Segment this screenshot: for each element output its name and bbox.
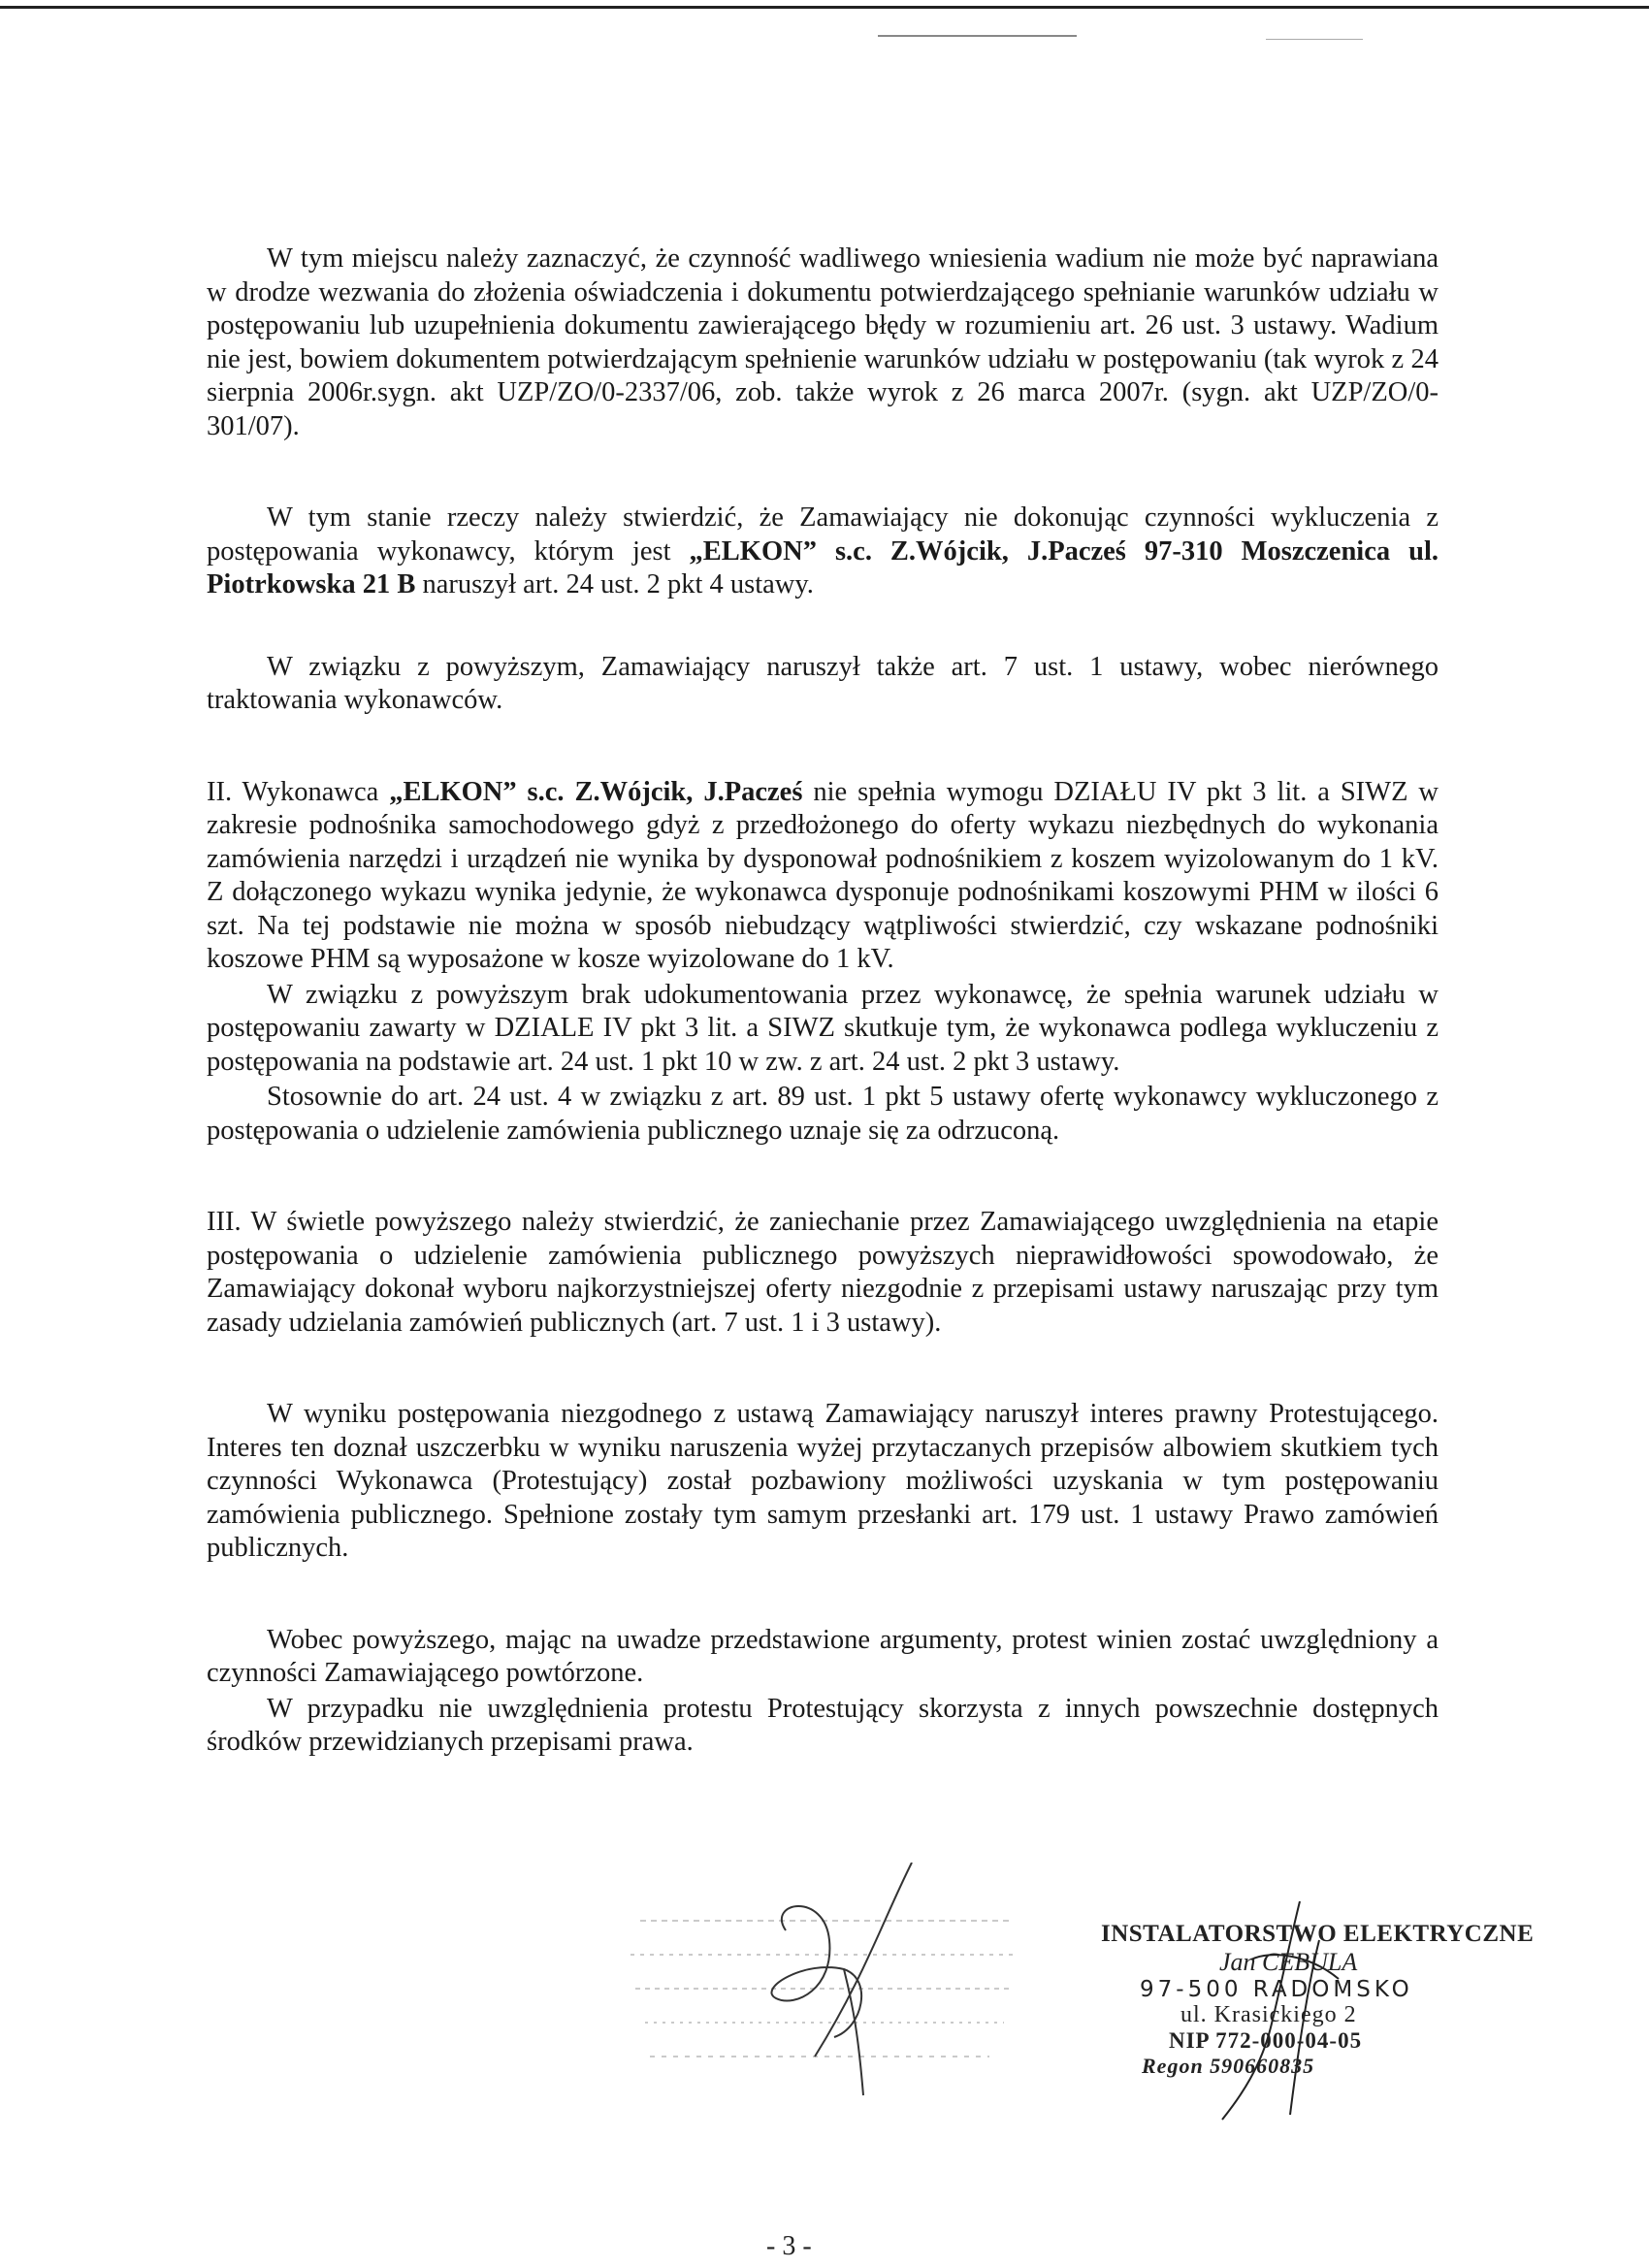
faded-stamp-with-signature <box>621 1863 1028 2105</box>
document-body <box>207 243 1439 1760</box>
page-number: - 3 - <box>766 2231 812 2261</box>
paragraph-protest-request: Wobec powyższego, mając na uwadze przedstawione argumenty, protest winien zostać uwzględniony a czynności Zamawiającego powtórzone. <box>207 1624 1439 1688</box>
contractor-name: „ELKON” s.c. Z.Wójcik, J.Pacześ <box>389 776 803 807</box>
section-ii-paragraph: II. Wykonawca „ELKON” s.c. Z.Wójcik, J.Pacześ nie spełnia wymogu DZIAŁU IV pkt 3 lit. a SIWZ w zakresie podnośnika samochodowego gdyż z przedłożonego do oferty wykazu niezbędnych do wykonania zamówienia narzędzi i urządzeń nie wynika by dysponował podnośnikiem z koszem wyizolowanym do 1 kV. Z dołączonego wykazu wynika jedynie, że wykonawca dysponuje podnośnikami koszowymi PHM w ilości 6 szt. Na tej podstawie nie można w sposób niebudzący wątpliwości stwierdzić, czy wskazane podnośniki koszowe PHM są wyposażone w kosze wyizolowane do 1 kV. <box>207 776 1439 974</box>
stamp-street: ul. Krasickiego 2 <box>1180 2002 1357 2027</box>
paragraph-conclusion-exclusion: W tym stanie rzeczy należy stwierdzić, że Zamawiający nie dokonując czynności wykluczenia z postępowania wykonawcy, którym jest „ELKON” s.c. Z.Wójcik, J.Pacześ 97-310 Moszczenica ul. Piotrkowska 21 B naruszył art. 24 ust. 2 pkt 4 ustawy. <box>207 502 1439 599</box>
stamp-owner-name: Jan CEBULA <box>1219 1948 1358 1976</box>
scan-artifact <box>1266 39 1363 40</box>
contractor-name-address: „ELKON” s.c. Z.Wójcik, J.Pacześ 97-310 Moszczenica ul. Piotrkowska 21 B <box>207 535 1439 599</box>
section-iii-paragraph: III. W świetle powyższego należy stwierdzić, że zaniechanie przez Zamawiającego uwzględnienia na etapie postępowania o udzielenie zamówienia publicznego powyższych nieprawidłowości spowodowało, że Zamawiający dokonał wyboru najkorzystniejszej oferty niezgodnie z przepisami ustawy naruszając przy tym zasady udzielania zamówień publicznych (art. 7 ust. 1 i 3 ustawy). <box>207 1207 1439 1338</box>
stamp-regon: Regon 590660835 <box>1142 2054 1315 2078</box>
scan-top-border <box>0 6 1649 9</box>
paragraph-legal-interest: W wyniku postępowania niezgodnego z ustawą Zamawiający naruszył interes prawny Protestującego. Interes ten doznał uszczerbku w wyniku naruszenia wyżej przytaczanych przepisów albowiem skutkiem tych czynności Wykonawca (Protestujący) został pozbawiony możliwości uzyskania w tym postępowaniu zamówienia publicznego. Spełnione zostały tym samym przesłanki art. 179 ust. 1 ustawy Prawo zamówień publicznych. <box>207 1399 1439 1563</box>
paragraph-offer-rejected: Stosownie do art. 24 ust. 4 w związku z art. 89 ust. 1 pkt 5 ustawy ofertę wykonawcy wykluczonego z postępowania o udzielenie zamówienia publicznego uznaje się za odrzuconą. <box>207 1082 1439 1146</box>
paragraph-other-remedies: W przypadku nie uwzględnienia protestu Protestujący skorzysta z innych powszechnie dostępnych środków przewidzianych przepisami prawa. <box>207 1693 1439 1757</box>
paragraph-unequal-treatment: W związku z powyższym, Zamawiający naruszył także art. 7 ust. 1 ustawy, wobec nierównego traktowania wykonawców. <box>207 651 1439 715</box>
paragraph-exclusion-basis: W związku z powyższym brak udokumentowania przez wykonawcę, że spełnia warunek udziału w postępowaniu zawarty w DZIALE IV pkt 3 lit. a SIWZ skutkuje tym, że wykonawca podlega wykluczeniu z postępowania na podstawie art. 24 ust. 1 pkt 10 w zw. z art. 24 ust. 2 pkt 3 ustawy. <box>207 979 1439 1077</box>
paragraph-wadium: W tym miejscu należy zaznaczyć, że czynność wadliwego wniesienia wadium nie może być naprawiana w drodze wezwania do złożenia oświadczenia i dokumentu potwierdzającego spełnianie warunków udziału w postępowaniu lub uzupełnienia dokumentu zawierającego błędy w rozumieniu art. 26 ust. 3 ustawy. Wadium nie jest, bowiem dokumentem potwierdzającym spełnienie warunków udziału w postępowaniu (tak wyrok z 24 sierpnia 2006r.sygn. akt UZP/ZO/0-2337/06, zob. także wyrok z 26 marca 2007r. (sygn. akt UZP/ZO/0-301/07). <box>207 243 1439 441</box>
signature-strokes <box>1193 1901 1387 2124</box>
stamp-city: 97-500 RADOMSKO <box>1140 1977 1413 2002</box>
stamp-nip: NIP 772-000-04-05 <box>1169 2028 1363 2053</box>
stamp-company-name: INSTALATORSTWO ELEKTRYCZNE <box>1101 1921 1535 1947</box>
scan-artifact <box>878 35 1077 37</box>
